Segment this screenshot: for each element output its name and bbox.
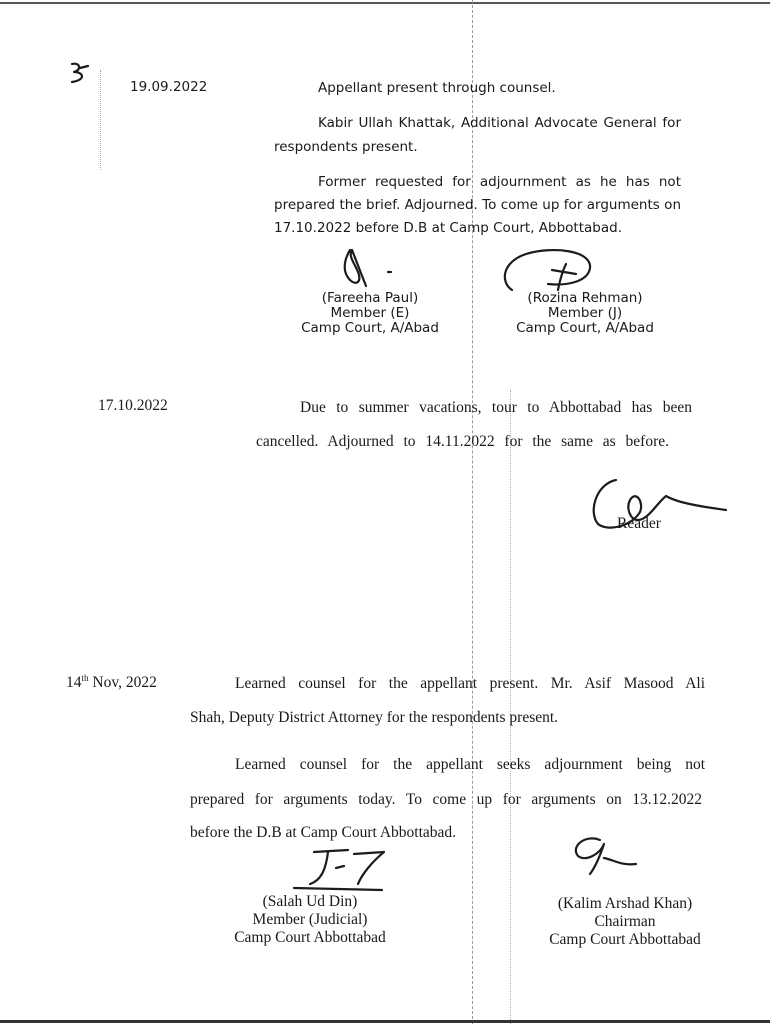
entry-text: Shah, Deputy District Attorney for the respondents present. — [190, 709, 559, 726]
entry-text: Learned counsel for the appellant seeks adjournment being not — [235, 756, 705, 773]
bottom-border-line — [0, 1020, 770, 1023]
entry-date: 17.10.2022 — [98, 397, 168, 414]
signatory-place: Camp Court Abbottabad — [549, 931, 701, 948]
signature-reader — [586, 472, 736, 534]
entry-text: prepared the brief. Adjourned. To come up for arguments on — [274, 197, 681, 213]
margin-dots — [100, 70, 101, 170]
signatory-role: Member (J) — [547, 305, 623, 321]
signatory-place: Camp Court Abbottabad — [234, 929, 386, 946]
entry-text: prepared for arguments today. To come up for arguments on 13.12.2022 — [190, 791, 702, 808]
top-border-line — [0, 2, 770, 4]
entry-date: 19.09.2022 — [130, 79, 208, 95]
reader-label: Reader — [617, 515, 661, 532]
signatory-role: Chairman — [594, 913, 656, 930]
signatory-place: Camp Court, A/Abad — [301, 320, 439, 336]
entry-text: 17.10.2022 before D.B at Camp Court, Abbottabad. — [274, 220, 622, 236]
entry-text: Former requested for adjournment as he has not — [318, 174, 681, 190]
entry-text: Appellant present through counsel. — [318, 80, 556, 96]
margin-initial-mark — [66, 58, 94, 86]
entry-date: 14th Nov, 2022 — [66, 673, 157, 692]
signature-kalim-arshad-khan — [560, 830, 650, 880]
signature-rozina-rehman — [496, 246, 606, 296]
entry-text: cancelled. Adjourned to 14.11.2022 for the same as before. — [256, 433, 669, 450]
signature-salah-ud-din — [288, 846, 398, 894]
entry-text: respondents present. — [274, 139, 418, 155]
signatory-name: (Kalim Arshad Khan) — [557, 895, 693, 912]
signatory-name: (Rozina Rehman) — [527, 290, 643, 306]
signatory-name: (Fareeha Paul) — [321, 290, 419, 306]
signatory-role: Member (E) — [330, 305, 410, 321]
signatory-place: Camp Court, A/Abad — [516, 320, 654, 336]
fold-line — [472, 0, 473, 1024]
entry-text: Due to summer vacations, tour to Abbottabad has been — [300, 399, 692, 416]
entry-text: Learned counsel for the appellant present. Mr. Asif Masood Ali — [235, 675, 705, 692]
entry-text: Kabir Ullah Khattak, Additional Advocate General for — [318, 115, 681, 131]
entry-text: before the D.B at Camp Court Abbottabad. — [190, 824, 457, 841]
signature-fareeha-paul — [336, 246, 416, 292]
signatory-role: Member (Judicial) — [252, 911, 368, 928]
signatory-name: (Salah Ud Din) — [262, 893, 358, 910]
column-divider-line — [510, 390, 511, 1024]
